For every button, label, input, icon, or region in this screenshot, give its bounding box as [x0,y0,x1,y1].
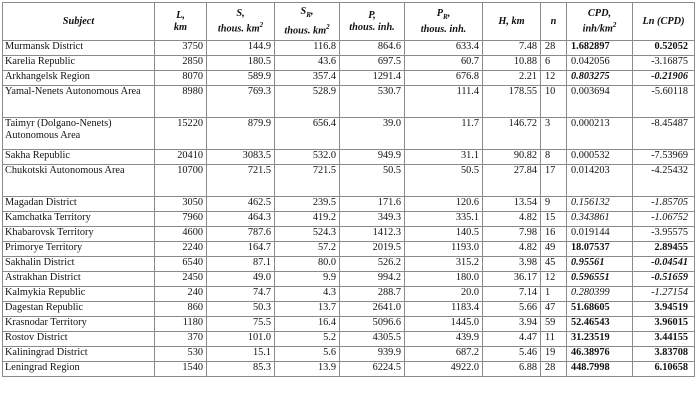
cell-subject: Murmansk District [3,41,155,56]
cell-h: 6.88 [483,362,541,377]
cell-cpd: 46.38976 [567,347,633,362]
cell-s: 101.0 [207,332,275,347]
cell-h: 7.98 [483,227,541,242]
cell-h: 10.88 [483,56,541,71]
cell-n: 9 [541,197,567,212]
cell-cpd: 0.596551 [567,272,633,287]
cell-cpd: 1.682897 [567,41,633,56]
table-row [3,242,695,257]
cell-pr: 1183.4 [405,302,483,317]
cell-ln: -3.16875 [633,56,695,71]
cell-pr: 1193.0 [405,242,483,257]
cell-sr: 239.5 [275,197,340,212]
cell-sr: 43.6 [275,56,340,71]
cell-h: 5.46 [483,347,541,362]
cell-sr: 524.3 [275,227,340,242]
header-row [3,3,695,41]
cell-n: 28 [541,362,567,377]
cell-ln: -0.04541 [633,257,695,272]
cell-pr: 11.7 [405,118,483,150]
cell-n: 47 [541,302,567,317]
cell-sr: 16.4 [275,317,340,332]
cell-pr: 4922.0 [405,362,483,377]
cell-ln: -0.51659 [633,272,695,287]
cell-pr: 180.0 [405,272,483,287]
cell-n: 8 [541,150,567,165]
cell-cpd: 0.000532 [567,150,633,165]
table-row [3,118,695,150]
cell-p: 994.2 [340,272,405,287]
cell-sr: 13.7 [275,302,340,317]
cell-p: 4305.5 [340,332,405,347]
cell-cpd: 0.042056 [567,56,633,71]
cell-subject: Sakha Republic [3,150,155,165]
cell-p: 1291.4 [340,71,405,86]
cell-s: 462.5 [207,197,275,212]
cell-ln: -3.95575 [633,227,695,242]
cell-s: 85.3 [207,362,275,377]
cell-ln: -0.21906 [633,71,695,86]
cell-h: 3.98 [483,257,541,272]
table-row [3,56,695,71]
cell-l: 370 [155,332,207,347]
cell-ln: 0.52052 [633,41,695,56]
cell-n: 45 [541,257,567,272]
header-sr: $S_R$, thous. $km^2$ [275,3,340,41]
table-row [3,150,695,165]
cell-n: 12 [541,272,567,287]
cell-ln: 3.96015 [633,317,695,332]
table-row [3,287,695,302]
cell-sr: 357.4 [275,71,340,86]
cell-subject: Rostov District [3,332,155,347]
table-row [3,41,695,56]
cell-s: 769.3 [207,86,275,118]
cell-s: 721.5 [207,165,275,197]
cell-p: 50.5 [340,165,405,197]
cell-l: 2240 [155,242,207,257]
cell-n: 10 [541,86,567,118]
cell-ln: 3.83708 [633,347,695,362]
table-row [3,347,695,362]
cell-ln: -7.53969 [633,150,695,165]
cell-h: 90.82 [483,150,541,165]
cell-n: 11 [541,332,567,347]
cell-h: 3.94 [483,317,541,332]
cell-l: 20410 [155,150,207,165]
cell-l: 15220 [155,118,207,150]
cell-p: 5096.6 [340,317,405,332]
cell-sr: 5.2 [275,332,340,347]
cell-cpd: 0.003694 [567,86,633,118]
cell-sr: 721.5 [275,165,340,197]
cell-h: 4.47 [483,332,541,347]
cell-n: 6 [541,56,567,71]
cell-subject: Astrakhan District [3,272,155,287]
cell-s: 879.9 [207,118,275,150]
cell-subject: Taimyr (Dolgano-Nenets) Autonomous Area [3,118,155,150]
cell-l: 6540 [155,257,207,272]
cell-h: 36.17 [483,272,541,287]
cell-s: 180.5 [207,56,275,71]
cell-l: 240 [155,287,207,302]
cell-cpd: 51.68605 [567,302,633,317]
cell-subject: Khabarovsk Territory [3,227,155,242]
cell-sr: 419.2 [275,212,340,227]
cell-l: 3050 [155,197,207,212]
cell-p: 526.2 [340,257,405,272]
cell-n: 1 [541,287,567,302]
cell-ln: 2.89455 [633,242,695,257]
header-l: L, km [155,3,207,41]
cell-n: 3 [541,118,567,150]
cell-subject: Karelia Republic [3,56,155,71]
cell-subject: Kaliningrad District [3,347,155,362]
cell-subject: Primorye Territory [3,242,155,257]
cell-n: 17 [541,165,567,197]
cell-cpd: 0.803275 [567,71,633,86]
cell-cpd: 18.07537 [567,242,633,257]
cell-cpd: 448.7998 [567,362,633,377]
cell-h: 146.72 [483,118,541,150]
cell-p: 2641.0 [340,302,405,317]
cell-p: 288.7 [340,287,405,302]
header-n: n [541,3,567,41]
cell-h: 2.21 [483,71,541,86]
cell-s: 75.5 [207,317,275,332]
cell-ln: 6.10658 [633,362,695,377]
table-row [3,317,695,332]
cell-sr: 656.4 [275,118,340,150]
table-row [3,362,695,377]
header-p: P, thous. inh. [340,3,405,41]
cell-pr: 315.2 [405,257,483,272]
cell-pr: 120.6 [405,197,483,212]
cell-l: 1540 [155,362,207,377]
table-row [3,165,695,197]
cell-s: 589.9 [207,71,275,86]
cell-subject: Kamchatka Territory [3,212,155,227]
cell-n: 15 [541,212,567,227]
cell-l: 4600 [155,227,207,242]
cell-pr: 31.1 [405,150,483,165]
cell-subject: Sakhalin District [3,257,155,272]
cell-s: 464.3 [207,212,275,227]
table-row [3,227,695,242]
cell-subject: Krasnodar Territory [3,317,155,332]
cell-sr: 4.3 [275,287,340,302]
cell-n: 19 [541,347,567,362]
cell-l: 8980 [155,86,207,118]
cell-h: 7.14 [483,287,541,302]
cell-n: 16 [541,227,567,242]
table-row [3,332,695,347]
cell-h: 178.55 [483,86,541,118]
cell-s: 49.0 [207,272,275,287]
regions-table [2,2,695,377]
cell-n: 28 [541,41,567,56]
cell-p: 6224.5 [340,362,405,377]
cell-subject: Arkhangelsk Region [3,71,155,86]
cell-sr: 5.6 [275,347,340,362]
table-row [3,86,695,118]
cell-pr: 60.7 [405,56,483,71]
table-row [3,71,695,86]
cell-cpd: 0.000213 [567,118,633,150]
cell-n: 59 [541,317,567,332]
cell-p: 1412.3 [340,227,405,242]
cell-s: 15.1 [207,347,275,362]
table-row [3,257,695,272]
cell-h: 27.84 [483,165,541,197]
header-h: H, km [483,3,541,41]
cell-subject: Chukotski Autonomous Area [3,165,155,197]
table-body [3,41,695,377]
cell-s: 164.7 [207,242,275,257]
header-s: S, thous. $km^2$ [207,3,275,41]
cell-sr: 9.9 [275,272,340,287]
cell-cpd: 0.019144 [567,227,633,242]
cell-n: 12 [541,71,567,86]
cell-sr: 13.9 [275,362,340,377]
cell-pr: 676.8 [405,71,483,86]
cell-ln: -1.06752 [633,212,695,227]
cell-l: 2450 [155,272,207,287]
cell-sr: 528.9 [275,86,340,118]
cell-subject: Magadan District [3,197,155,212]
cell-n: 49 [541,242,567,257]
table-row [3,272,695,287]
cell-cpd: 31.23519 [567,332,633,347]
cell-subject: Kalmykia Republic [3,287,155,302]
header-ln: Ln (CPD) [633,3,695,41]
cell-p: 39.0 [340,118,405,150]
cell-l: 3750 [155,41,207,56]
table-row [3,212,695,227]
cell-l: 8070 [155,71,207,86]
cell-p: 864.6 [340,41,405,56]
cell-pr: 633.4 [405,41,483,56]
cell-s: 50.3 [207,302,275,317]
cell-p: 939.9 [340,347,405,362]
cell-ln: -4.25432 [633,165,695,197]
cell-pr: 687.2 [405,347,483,362]
cell-pr: 1445.0 [405,317,483,332]
table-row [3,302,695,317]
cell-pr: 111.4 [405,86,483,118]
cell-cpd: 0.95561 [567,257,633,272]
cell-sr: 532.0 [275,150,340,165]
cell-sr: 116.8 [275,41,340,56]
cell-p: 349.3 [340,212,405,227]
header-subject: Subject [3,3,155,41]
cell-h: 7.48 [483,41,541,56]
cell-cpd: 0.156132 [567,197,633,212]
cell-subject: Yamal-Nenets Autonomous Area [3,86,155,118]
cell-subject: Dagestan Republic [3,302,155,317]
cell-pr: 20.0 [405,287,483,302]
cell-ln: -8.45487 [633,118,695,150]
cell-pr: 50.5 [405,165,483,197]
cell-s: 787.6 [207,227,275,242]
cell-ln: -1.27154 [633,287,695,302]
cell-p: 530.7 [340,86,405,118]
cell-cpd: 0.014203 [567,165,633,197]
cell-p: 2019.5 [340,242,405,257]
cell-s: 74.7 [207,287,275,302]
cell-sr: 80.0 [275,257,340,272]
cell-ln: -5.60118 [633,86,695,118]
cell-p: 171.6 [340,197,405,212]
cell-s: 3083.5 [207,150,275,165]
cell-cpd: 52.46543 [567,317,633,332]
table-row [3,197,695,212]
cell-pr: 439.9 [405,332,483,347]
cell-h: 5.66 [483,302,541,317]
cell-h: 13.54 [483,197,541,212]
cell-p: 949.9 [340,150,405,165]
cell-p: 697.5 [340,56,405,71]
cell-l: 1180 [155,317,207,332]
cell-l: 860 [155,302,207,317]
cell-cpd: 0.343861 [567,212,633,227]
cell-h: 4.82 [483,212,541,227]
cell-ln: 3.44155 [633,332,695,347]
cell-l: 2850 [155,56,207,71]
cell-pr: 335.1 [405,212,483,227]
cell-h: 4.82 [483,242,541,257]
cell-l: 10700 [155,165,207,197]
cell-s: 87.1 [207,257,275,272]
cell-l: 7960 [155,212,207,227]
header-cpd: CPD, inh/$km^2$ [567,3,633,41]
cell-l: 530 [155,347,207,362]
cell-ln: 3.94519 [633,302,695,317]
cell-cpd: 0.280399 [567,287,633,302]
cell-pr: 140.5 [405,227,483,242]
cell-subject: Leningrad Region [3,362,155,377]
cell-sr: 57.2 [275,242,340,257]
cell-ln: -1.85705 [633,197,695,212]
cell-s: 144.9 [207,41,275,56]
header-pr: $P_R$, thous. inh. [405,3,483,41]
